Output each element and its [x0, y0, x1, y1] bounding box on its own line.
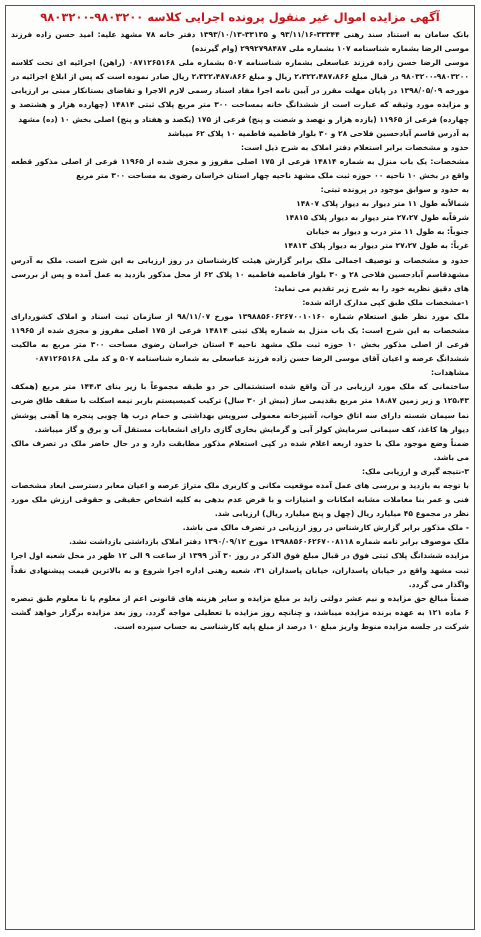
- paragraph-mortgagor: موسی الرضا حسن زاده فرزند عباسعلی بشماره شناسنامه ۵۰۷ بشماره ملی ۰۸۷۱۲۶۵۱۶۸ (راهن) اجرائیه ای تحت کلاسه ۹۸۰۳۲۰۰-۹۸۰۳۲۰۰ در قبال مبلغ ۲،۳۲۲،۴۸۷،۸۶۶ ریال و مبلغ ۲،۳۲۲،۴۸۷،۸۶۶ ریال صادر نموده است که پس از ابلاغ اجرائیه در مورخه ۱۳۹۸/۰۵/۰۹ در پایان مهلت مقرر در آیین نامه اجرا مفاد اسناد رسمی لازم الاجرا و تقاضای بستانکار مبنی بر ارزیابی و مزایده مورد وثیقه که عبارت است از ششدانگ خانه بمساحت ۳۰۰ متر مربع پلاک ثبتی ۱۴۸۱۴ (چهارده هزار و هشتصد و چهارده) فرعی از ۱۱۹۶۵ (یازده هزار و نهصد و شصت و پنج) فرعی از ۱۷۵ (یکصد و هفتاد و پنج) اصلی بخش ۱۰ (ده) مشهد: [11, 58, 470, 124]
- paragraph-property: مشخصات: یک باب منزل به شماره ۱۴۸۱۴ فرعی از ۱۷۵ اصلی مفروز و مجزی شده از ۱۱۹۶۵ فرعی از اصلی مذکور قطعه واقع در بخش ۱۰ ناحیه ۰۰ حوزه ثبت ملک مشهد ناحیه چهار استان خراسان رضوی به مساحت ۳۰۰ متر مربع: [11, 156, 469, 180]
- heading-valuation: ۳-نتیجه گیری و ارزیابی ملک:: [362, 466, 469, 476]
- paragraph-seizure: ملک موصوف برابر نامه شماره ۱۳۹۸۸۵۶۰۶۲۶۷۰۰۸۱۱۸ مورخ ۱۳۹۰/۰۹/۱۲ دفتر املاک بازداشتی بازداشت نشد.: [69, 537, 469, 547]
- paragraph-registry: ملک مورد نظر طبق استعلام شماره ۱۳۹۸۸۵۶۰۶۲۶۷۰۰۱۰۱۶۰ مورخ ۹۸/۱۱/۰۷ از سازمان ثبت اسناد و املاک کشوردارای مشخصات به این شرح است: یک باب منزل به شماره پلاک ثبتی ۱۴۸۱۴ فرعی از ۱۷۵ اصلی مفروز و مجزی شده از ۱۱۹۶۵ فرعی از اصلی مذکور بخش ۱۰ حوزه ثبت ملک مشهد ناحیه ۴ استان خراسان رضوی مساحت ۳۰۰ متر مربع به مالکیت ششدانگ عرصه و اعیان آقای موسی الرضا حسن زاده فرزند عباسعلی به شماره شناسنامه ۵۰۷ و کد ملی ۰۸۷۱۲۶۵۱۶۸: [11, 311, 470, 364]
- paragraph-expert-report: حدود و مشخصات و توصیف اجمالی ملک برابر گزارش هیئت کارشناسان در روز ارزیابی به این شرح است. ملک به آدرس مشهدقاسم آبادحسین فلاحی ۲۸ و ۳۰ بلوار فاطمیه فاطمیه ۱۰ پلاک ۶۲ از محل مذکور بازدید به عمل آمده و پس از بررسی های دقیق نظریه خود را به شرح زیر تقدیم می نماید:: [11, 255, 470, 293]
- notice-body: [6, 28, 474, 634]
- paragraph-possession: ضمناً وضع موجود ملک با حدود اربعه اعلام شده در کپی استعلام مذکور مطابقت دارد و در حال حاضر ملک در تصرف مالک می باشد.: [11, 438, 469, 462]
- paragraph-valuation: با توجه به بازدید و بررسی های عمل آمده موقعیت مکانی و کاربری ملک متراژ عرصه و اعیان معابر دسترسی ابعاد مشخصات فنی و عمر بنا معاملات مشابه امکانات و امتیازات و با فرض عدم بدهی به کلیه اشخاص حقیقی و حقوقی ارزش ملک مورد نظر در مجموع ۴۵ میلیارد ریال (چهل و پنج میلیارد ریال) ارزیابی شد.: [11, 481, 469, 519]
- paragraph-creditor: بانک سامان به استناد سند رهنی ۳۳۳۴۴-۹۳/۱۱/۱۶ و ۳۳۱۳۵-۱۳۹۳/۱۰/۱۳ دفتر خانه ۷۸ مشهد علیه: امید حسن زاده فرزند موسی الرضا بشماره شناسنامه ۱۰۷ بشماره ملی ۲۹۹۲۷۹۸۴۸۷ (وام گیرنده): [11, 30, 470, 54]
- paragraph-building: ساختمانی که ملک مورد ارزیابی در آن واقع شده استشتمالی حر دو طبقه مجموعاً با زیر بنای ۱۴۴،۳ متر مربع (همکف ۱۲۵،۴۳ و زیر زمین ۱۸،۸۷ متر مربع بقدیمی ساز (بیش از ۳۰ سال) ترکیب کمیسیستم باربر نیمه اسکلت با سقف طاق ضربی نما سیمان شسته دارای سه اتاق خواب، آشپزخانه معمولی سرویس بهداشتی و حمام درب ها چوبی پنجره ها آهنی پوشش دیوار ها کاغذ، کف سیمانی سرمایش کولر آبی و گرمایش بخاری گازی دارای انشعابات مستقل آب و برق و گاز میباشد.: [11, 382, 470, 434]
- boundary-north: شمالاًبه طول ۱۱ متر دیوار به دیوار پلاک ۱۴۸۰۷: [296, 199, 469, 209]
- notice-title: آگهی مزایده اموال غیر منقول پرونده اجرایی کلاسه ۹۸۰۳۲۰۰-۹۸۰۳۲۰۰: [40, 10, 440, 24]
- paragraph-fees: ضمناً مبالغ حق مزایده و نیم عشر دولتی زاید بر مبلغ مزایده و سایر هزینه های قانونی اعم از معلوم یا نا معلوم طبق تبصره ۶ ماده ۱۲۱ به عهده برنده مزایده میباشد، و چنانچه روز مزایده با تعطیلی مواجه گردد. روز بعد مزایده برگزار خواهد گشت شرکت در جلسه مزایده منوط واریز مبلغ ۱۰ درصد از مبلغ پایه کارشناسی به حساب سپرده است.: [11, 593, 469, 631]
- boundary-south: جنوباً: به طول ۱۱ متر درب و دیوار به خیابان: [306, 227, 469, 237]
- paragraph-address: به آدرس قاسم آبادحسین فلاحی ۲۸ و ۳۰ بلوار فاطمیه فاطمیه ۱۰ پلاک ۶۲ میباشد: [167, 128, 469, 138]
- heading-documents: ۱-مشخصات ملک طبق کپی مدارک ارائه شده:: [302, 297, 469, 307]
- paragraph-auction-date: مزایده ششدانگ پلاک ثبتی فوق در قبال مبلغ فوق الذکر در روز ۳۰ آذر ۱۳۹۹ از ساعت ۹ الی ۱۲ ظهر در محل شعبه اول اجرا ثبت مشهد واقع در خیابان پاسداران، خیابان پاسداران ۳۱، شعبه رهنی اداره اجرا شروع و به بالاترین قیمت پیشنهادی نقداً واگذار می گردد.: [11, 551, 470, 589]
- boundary-west: غرباً: به طول ۲۷،۲۷ متر دیوار به دیوار پلاک ۱۴۸۱۳: [283, 241, 469, 251]
- boundary-east: شرقاًبه طول ۲۷،۲۷ متر دیوار به دیوار پلاک ۱۴۸۱۵: [285, 213, 469, 223]
- heading-specs: حدود و مشخصات برابر استعلام دفتر املاک به شرح ذیل است:: [241, 142, 469, 152]
- heading-boundaries: به حدود و سوابق موجود در پرونده ثبتی:: [320, 185, 469, 195]
- paragraph-owner-possession: - ملک مذکور برابر گزارش کارشناس در روز ارزیابی در تصرف مالک می باشد.: [182, 523, 469, 533]
- heading-observations: مشاهدات:: [431, 368, 469, 378]
- auction-notice: [5, 5, 475, 930]
